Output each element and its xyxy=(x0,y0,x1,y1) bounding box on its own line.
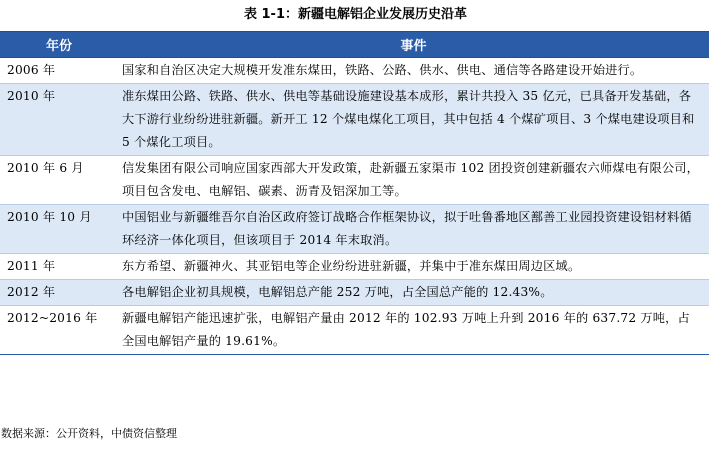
event-cell: 各电解铝企业初具规模，电解铝总产能 252 万吨，占全国总产能的 12.43%。 xyxy=(118,280,709,306)
history-table-container xyxy=(0,31,709,355)
event-cell: 中国铝业与新疆维吾尔自治区政府签订战略合作框架协议，拟于吐鲁番地区鄯善工业园投资建设铝材料循环经济一体化项目，但该项目于 2014 年末取消。 xyxy=(118,205,709,254)
year-cell: 2006 年 xyxy=(0,58,118,84)
event-cell: 准东煤田公路、铁路、供水、供电等基础设施建设基本成形，累计共投入 35 亿元，已具备开发基础，各大下游行业纷纷进驻新疆。新开工 12 个煤电煤化工项目，其中包括 4 个煤矿项目、3 个煤电建设项目和 5 个煤化工项目。 xyxy=(118,84,709,156)
table-row xyxy=(0,84,709,156)
table-header-row xyxy=(0,32,709,58)
year-cell: 2010 年 xyxy=(0,84,118,156)
event-cell: 信发集团有限公司响应国家西部大开发政策，赴新疆五家渠市 102 团投资创建新疆农六师煤电有限公司，项目包含发电、电解铝、碳素、沥青及铝深加工等。 xyxy=(118,156,709,205)
event-cell: 新疆电解铝产能迅速扩张，电解铝产量由 2012 年的 102.93 万吨上升到 2016 年的 637.72 万吨，占全国电解铝产量的 19.61%。 xyxy=(118,306,709,355)
table-row xyxy=(0,156,709,205)
year-cell: 2011 年 xyxy=(0,254,118,280)
year-cell: 2012~2016 年 xyxy=(0,306,118,355)
history-table xyxy=(0,31,709,355)
table-title: 表 1-1：新疆电解铝企业发展历史沿革 xyxy=(243,7,467,22)
data-source-note: 数据来源：公开资料，中债资信整理 xyxy=(1,427,177,440)
year-cell: 2010 年 6 月 xyxy=(0,156,118,205)
table-row xyxy=(0,58,709,84)
header-event: 事件 xyxy=(118,32,709,58)
table-row xyxy=(0,254,709,280)
table-row xyxy=(0,306,709,355)
table-row xyxy=(0,280,709,306)
year-cell: 2010 年 10 月 xyxy=(0,205,118,254)
year-cell: 2012 年 xyxy=(0,280,118,306)
event-cell: 东方希望、新疆神火、其亚铝电等企业纷纷进驻新疆，并集中于准东煤田周边区域。 xyxy=(118,254,709,280)
event-cell: 国家和自治区决定大规模开发准东煤田，铁路、公路、供水、供电、通信等各路建设开始进行。 xyxy=(118,58,709,84)
table-row xyxy=(0,205,709,254)
header-year: 年份 xyxy=(0,32,118,58)
